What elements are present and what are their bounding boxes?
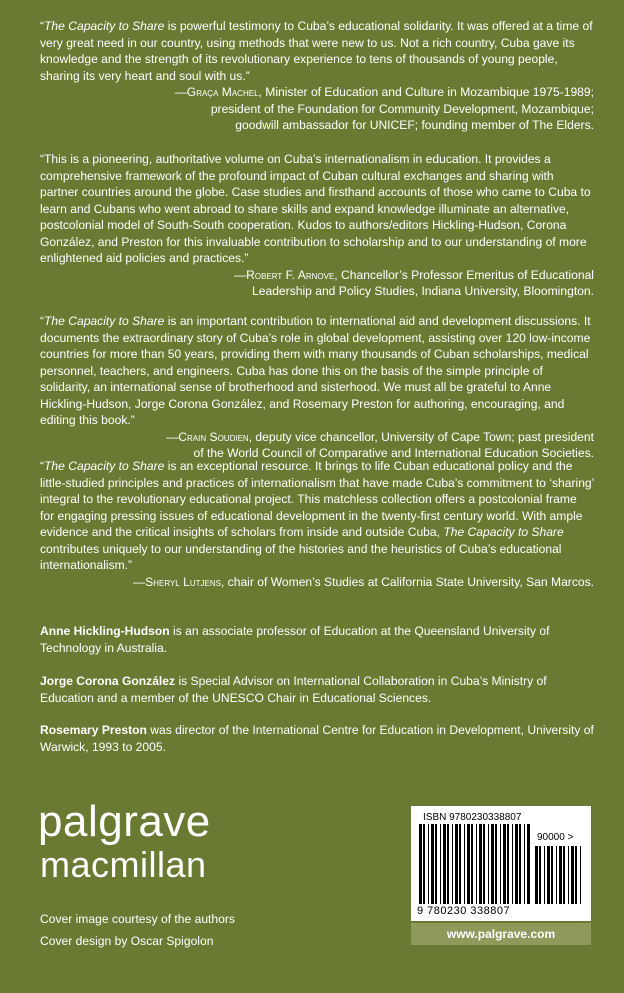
quote-body: “This is a pioneering, authoritative volume on Cuba’s internationalism in education. It provides a comprehensive framework of the profound impact of Cuban cultural exchanges and sharing with partner countries around the globe. Case studies and firsthand accounts of those who came to Cuba to learn and Cubans who went abroad to share skills and expand knowledge illuminate an alternative, postcolonial model of South-South cooperation. Kudos to authors/editors Hickling-Hudson, Corona González, and Preston for this invaluable contribution to scholarship and to our understanding of more enlightened aid policies and practices.” <box>40 152 591 265</box>
ean-number: 9 780230 338807 <box>417 905 511 917</box>
barcode-bar <box>507 824 509 904</box>
barcode-bar <box>551 846 553 904</box>
barcode-bar <box>524 824 525 904</box>
quote-attribution: —Robert F. Arnove, Chancellor’s Professor Emeritus of Educational <box>234 267 594 282</box>
barcode-bar <box>563 846 565 904</box>
cover-design-credit: Cover design by Oscar Spigolon <box>40 934 214 948</box>
quote-body: “The Capacity to Share is an important contribution to international aid and development discussions. It documents the extraordinary story of Cuba’s role in global development, assisting over 120 low-income countries for more than 50 years, providing them with many thousands of Cuban scholarships, medical personnel, teachers, and engineers. Cuba has done this on the basis of the simple principle of solidarity, an international sense of brotherhood and sisterhood. We must all be grateful to Anne Hickling-Hudson, Jorge Corona González, and Rosemary Preston for authoring, encouraging, and editing this book.” <box>40 314 591 427</box>
barcode-bar <box>476 824 477 904</box>
barcode-bar <box>535 846 538 904</box>
author-bio: Jorge Corona González is Special Advisor on International Collaboration in Cuba’s Ministry of Education and a member of the UNESCO Chair in Educational Sciences. <box>40 674 547 705</box>
cover-image-credit: Cover image courtesy of the authors <box>40 912 235 926</box>
barcode-bar <box>471 824 473 904</box>
barcode-bar <box>575 846 577 904</box>
barcode-bar <box>556 846 557 904</box>
barcode-bar <box>559 846 562 904</box>
barcode-bar <box>428 824 429 904</box>
barcode-bar <box>464 824 465 904</box>
barcode-bar <box>431 824 434 904</box>
author-name: Jorge Corona González <box>40 674 176 688</box>
barcode-bar <box>515 824 518 904</box>
barcode-bar <box>500 824 501 904</box>
publisher-logo-palgrave: palgrave <box>38 797 211 846</box>
barcode-bar <box>580 846 581 904</box>
quote-attribution: —Sheryl Lutjens, chair of Women’s Studies at California State University, San Marcos. <box>133 574 594 589</box>
publisher-logo-macmillan: macmillan <box>40 844 207 885</box>
barcode-bar <box>488 824 489 904</box>
quote-body: “The Capacity to Share is an exceptional resource. It brings to life Cuban educational policy and the little-studied principles and practices of internationalism that have made Cuba’s commitment to ‘sharing’ integral to the revolutionary educational project. This matchless collection offers a postcolonial frame for engaging pressing issues of educational development in the twenty-first century world. With ample evidence and the critical insights of scholars from inside and outside Cuba, The Capacity to Share contributes uniquely to our understanding of the histories and the heuristics of Cuba’s educational internationalism.” <box>40 459 594 572</box>
barcode-bar <box>571 846 574 904</box>
barcode-bar <box>503 824 506 904</box>
barcode-bar <box>539 846 541 904</box>
barcode-bar <box>527 824 530 904</box>
addon-barcode-bars <box>535 846 583 904</box>
barcode-bar <box>443 824 446 904</box>
quote-machel <box>40 18 594 134</box>
barcode-bar <box>419 824 422 904</box>
barcode-bar <box>483 824 485 904</box>
barcode-bar <box>447 824 449 904</box>
barcode-bar <box>495 824 497 904</box>
book-title: The Capacity to Share <box>44 19 165 33</box>
barcode-bar <box>544 846 545 904</box>
book-title: The Capacity to Share <box>44 314 165 328</box>
author-bio: Anne Hickling-Hudson is an associate professor of Education at the Queensland University of Technology in Australia. <box>40 624 550 655</box>
barcode-bar <box>455 824 458 904</box>
author-name: Anne Hickling-Hudson <box>40 624 170 638</box>
quote-arnove <box>40 151 594 300</box>
publisher-website[interactable]: www.palgrave.com <box>411 923 591 945</box>
book-title: The Capacity to Share <box>443 525 564 539</box>
barcode-bar <box>440 824 441 904</box>
barcode-bar <box>568 846 569 904</box>
quote-attribution-line: of the World Council of Comparative and International Education Societies. <box>193 446 594 460</box>
isbn-label: ISBN 9780230338807 <box>423 812 522 823</box>
barcode <box>411 806 591 921</box>
barcode-bar <box>512 824 513 904</box>
quote-soudien <box>40 313 594 462</box>
barcode-bar <box>491 824 494 904</box>
quote-attribution-line: goodwill ambassador for UNICEF; founding member of The Elders. <box>235 118 594 132</box>
barcode-bar <box>519 824 521 904</box>
quote-attribution: —Crain Soudien, deputy vice chancellor, University of Cape Town; past president <box>166 429 594 444</box>
barcode-bar <box>547 846 550 904</box>
barcode-bar <box>467 824 470 904</box>
barcode-bar <box>459 824 461 904</box>
quote-attribution-line: Leadership and Policy Studies, Indiana University, Bloomington. <box>252 284 594 298</box>
author-bio: Rosemary Preston was director of the International Centre for Education in Development, University of Warwick, 1993 to 2005. <box>40 723 594 754</box>
quote-body: “The Capacity to Share is powerful testimony to Cuba’s educational solidarity. It was offered at a time of very great need in our country, using methods that were new to us. Not a rich country, Cuba gave its knowledge and the strength of its revolutionary experience to tens of thousands of young people, sharing its very heart and soul with us.” <box>40 19 593 83</box>
barcode-bar <box>435 824 437 904</box>
quote-attribution-line: president of the Foundation for Community Development, Mozambique; <box>210 101 594 116</box>
quote-attribution: —Graça Machel, Minister of Education and Culture in Mozambique 1975-1989; <box>174 85 594 99</box>
barcode-bars <box>419 824 531 904</box>
barcode-bar <box>479 824 482 904</box>
book-title: The Capacity to Share <box>44 459 165 473</box>
barcode-bar <box>452 824 453 904</box>
barcode-bar <box>423 824 425 904</box>
author-name: Rosemary Preston <box>40 723 147 737</box>
price-addon: 90000 > <box>537 832 574 843</box>
quote-lutjens <box>40 458 594 590</box>
